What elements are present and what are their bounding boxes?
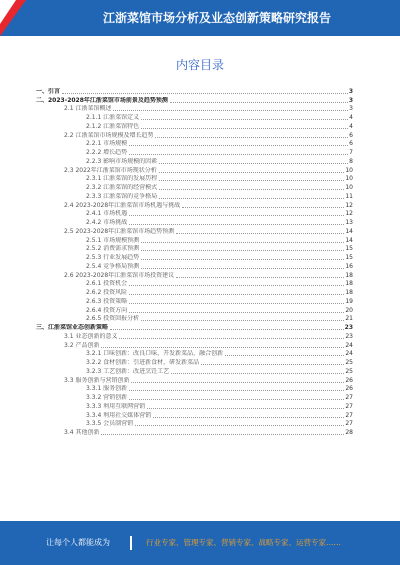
toc-entry-label: 2.1 江浙菜馆概述 [64,105,112,113]
toc-entry-page: 14 [345,227,353,235]
toc-entry[interactable] [36,217,353,226]
toc-entry[interactable] [36,95,353,104]
toc-entry-page: 15 [345,254,353,261]
toc-entry-label: 2.5.1 市场规模预测 [86,236,140,244]
toc-entry[interactable] [36,322,353,331]
toc-dot-leader [201,364,344,365]
toc-entry-page: 23 [344,324,353,331]
toc-entry-page: 24 [345,341,353,349]
toc-entry-label: 3.4 其他创新 [64,429,100,436]
toc-entry[interactable] [36,165,353,174]
toc-heading: 内容目录 [175,58,224,72]
toc-entry-label: 3.3 服务创新与营销创新 [64,376,130,384]
toc-entry-label: 3.3.3 利用互联网营销 [86,402,146,410]
toc-entry-label: 2.4.1 市场机遇 [86,210,128,218]
toc-entry-page: 10 [345,184,353,191]
toc-entry-page: 8 [349,157,353,165]
toc-dot-leader [141,242,344,243]
footer-slogan: 让每个人都能成为 [46,538,110,547]
toc-dot-leader [182,207,344,208]
toc-entry[interactable] [36,121,353,130]
toc-dot-leader [141,250,344,251]
toc-entry-label: 3.3.4 利用社交媒体营销 [86,411,152,419]
toc-entry[interactable] [36,209,353,218]
footer-divider [130,536,132,550]
toc-dot-leader [129,285,344,286]
toc-dot-leader [141,268,344,269]
toc-dot-leader [129,312,344,313]
table-of-contents [36,86,353,436]
toc-dot-leader [119,338,344,339]
toc-entry-label: 3.1 业态创新的意义 [64,332,118,340]
toc-entry[interactable] [36,366,353,375]
toc-entry-page: 10 [345,166,353,174]
toc-entry[interactable] [36,139,353,148]
toc-entry-page: 18 [345,271,353,279]
toc-entry-page: 19 [345,297,353,305]
toc-entry-page: 26 [345,385,353,393]
toc-entry-page: 15 [345,245,353,253]
toc-dot-leader [110,329,344,330]
toc-entry[interactable] [36,200,353,209]
toc-entry-page: 14 [345,236,353,244]
toc-entry[interactable] [36,112,353,121]
footer-tagline: 行业专家、管理专家、营销专家、战略专家、运营专家…… [146,538,341,547]
toc-entry[interactable] [36,314,353,323]
toc-dot-leader [129,399,344,400]
toc-entry[interactable] [36,331,353,340]
toc-entry[interactable] [36,226,353,235]
toc-entry-label: 3.3.1 服务创新 [86,385,128,393]
toc-entry-page: 7 [349,149,353,156]
toc-entry[interactable] [36,182,353,191]
toc-entry[interactable] [36,252,353,261]
toc-entry-page: 25 [345,359,353,366]
toc-entry-label: 2.5 2023-2028年江浙菜馆市场趋势预测 [64,227,175,235]
toc-entry-page: 27 [345,394,353,401]
toc-entry-page: 3 [348,96,353,104]
toc-entry-page: 27 [345,402,353,410]
toc-dot-leader [131,382,344,383]
toc-entry-page: 16 [345,262,353,270]
toc-entry-page: 12 [345,201,353,209]
toc-entry-label: 2.2.1 市场规模 [86,140,128,148]
toc-dot-leader [155,137,348,138]
toc-dot-leader [171,373,344,374]
toc-dot-leader [129,154,348,155]
toc-entry-label: 3.3.2 营销创新 [86,394,128,401]
toc-entry[interactable] [36,130,353,139]
toc-entry-page: 12 [345,210,353,218]
toc-entry-page: 21 [345,315,353,323]
toc-entry[interactable] [36,279,353,288]
toc-entry-page: 18 [345,280,353,288]
toc-entry[interactable] [36,375,353,384]
toc-entry-label: 2.2.2 增长趋势 [86,149,128,156]
toc-entry-page: 3 [348,87,353,95]
toc-entry[interactable] [36,384,353,393]
toc-entry[interactable] [36,261,353,270]
toc-entry-label: 2.3 2022年江浙菜馆市场现状分析 [64,166,157,174]
toc-dot-leader [141,128,348,129]
toc-entry[interactable] [36,270,353,279]
toc-entry-label: 3.2.3 工艺创新：改进烹饪工艺 [86,367,170,375]
toc-entry-page: 10 [345,175,353,183]
toc-dot-leader [62,93,348,94]
toc-entry-page: 3 [349,105,353,113]
toc-dot-leader [141,320,344,321]
toc-entry-page: 25 [345,367,353,375]
toc-entry-page: 4 [349,114,353,121]
toc-entry-label: 2.4.2 市场挑战 [86,219,128,226]
toc-entry-label: 2.3.2 江浙菜馆的经营模式 [86,184,158,191]
toc-entry[interactable] [36,235,353,244]
toc-dot-leader [225,355,344,356]
toc-entry-label: 2.2 江浙菜馆市场规模及增长趋势 [64,131,154,139]
toc-entry[interactable] [36,349,353,358]
toc-entry[interactable] [36,147,353,156]
toc-dot-leader [129,390,344,391]
toc-entry[interactable] [36,191,353,200]
toc-entry-label: 2.5.3 行业发展趋势 [86,254,140,261]
toc-dot-leader [176,233,344,234]
toc-dot-leader [129,215,344,216]
toc-dot-leader [129,303,344,304]
toc-entry-label: 2.6.2 投资风险 [86,289,128,296]
toc-dot-leader [113,110,348,111]
toc-dot-leader [159,189,344,190]
footer-banner [0,521,400,565]
toc-entry-page: 28 [345,429,353,436]
toc-entry-label: 2.6.3 投资策略 [86,297,128,305]
toc-entry[interactable] [36,410,353,419]
toc-dot-leader [153,417,344,418]
header-white-triangle [0,0,16,24]
toc-entry-page: 13 [345,219,353,226]
toc-entry-label: 2.4 2023-2028年江浙菜馆市场机遇与挑战 [64,201,181,209]
toc-dot-leader [159,198,344,199]
toc-entry-label: 3.3.5 会员制营销 [86,420,134,428]
toc-entry-label: 二、2023-2028年江浙菜馆市场前景及趋势预测 [36,96,168,104]
toc-entry[interactable] [36,287,353,296]
toc-entry-label: 2.5.4 竞争格局预测 [86,262,140,270]
toc-entry[interactable] [36,156,353,165]
toc-entry[interactable] [36,86,353,95]
toc-entry-label: 2.1.2 江浙菜馆特色 [86,122,140,130]
toc-entry[interactable] [36,427,353,436]
toc-entry-page: 6 [349,140,353,148]
toc-dot-leader [159,163,348,164]
toc-entry-page: 4 [349,122,353,130]
toc-dot-leader [135,425,344,426]
toc-entry-label: 3.2 产品创新 [64,341,100,349]
toc-dot-leader [159,172,345,173]
report-title: 江浙菜馆市场分析及业态创新策略研究报告 [102,11,331,25]
toc-entry-label: 2.6 2023-2028年江浙菜馆市场投资建议 [64,271,175,279]
toc-dot-leader [101,347,344,348]
toc-entry[interactable] [36,174,353,183]
toc-entry[interactable] [36,401,353,410]
toc-entry-page: 24 [345,350,353,358]
toc-entry-page: 11 [345,192,353,200]
toc-entry-label: 2.6.4 投资方向 [86,306,128,314]
toc-entry-page: 18 [345,289,353,296]
toc-dot-leader [159,180,344,181]
toc-entry[interactable] [36,244,353,253]
toc-entry-label: 2.3.1 江浙菜馆的发展历程 [86,175,158,183]
toc-entry-label: 一、引言 [36,87,61,95]
toc-dot-leader [170,102,348,103]
toc-entry-label: 2.6.1 投资机会 [86,280,128,288]
toc-entry-label: 2.5.2 消费需求预测 [86,245,140,253]
toc-entry-page: 6 [349,131,353,139]
toc-entry[interactable] [36,104,353,113]
toc-dot-leader [129,145,348,146]
header-banner [0,0,400,36]
toc-entry[interactable] [36,305,353,314]
toc-entry-label: 2.6.5 投资回报分析 [86,315,140,323]
toc-entry[interactable] [36,340,353,349]
toc-dot-leader [101,434,344,435]
toc-dot-leader [141,119,348,120]
toc-entry-page: 27 [345,411,353,419]
toc-dot-leader [141,259,344,260]
toc-entry-label: 三、江浙菜馆业态创新策略 [36,324,109,331]
toc-entry-page: 26 [345,376,353,384]
toc-entry-label: 2.3.3 江浙菜馆的竞争格局 [86,192,158,200]
toc-entry[interactable] [36,392,353,401]
toc-entry-page: 20 [345,306,353,314]
toc-entry-label: 3.2.1 口味创新：改良口味，开发新菜品，融合创新 [86,350,224,358]
toc-dot-leader [176,277,344,278]
toc-entry-label: 2.2.3 影响市场规模的因素 [86,157,158,165]
toc-dot-leader [129,224,344,225]
toc-entry-page: 27 [345,420,353,428]
toc-entry[interactable] [36,296,353,305]
toc-dot-leader [147,408,344,409]
toc-entry-label: 2.1.1 江浙菜馆定义 [86,114,140,121]
toc-entry[interactable] [36,419,353,428]
toc-entry[interactable] [36,357,353,366]
toc-dot-leader [129,294,344,295]
toc-entry-label: 3.2.2 食材创新：引进新食材，研发新菜品 [86,359,200,366]
toc-entry-page: 23 [345,332,353,340]
